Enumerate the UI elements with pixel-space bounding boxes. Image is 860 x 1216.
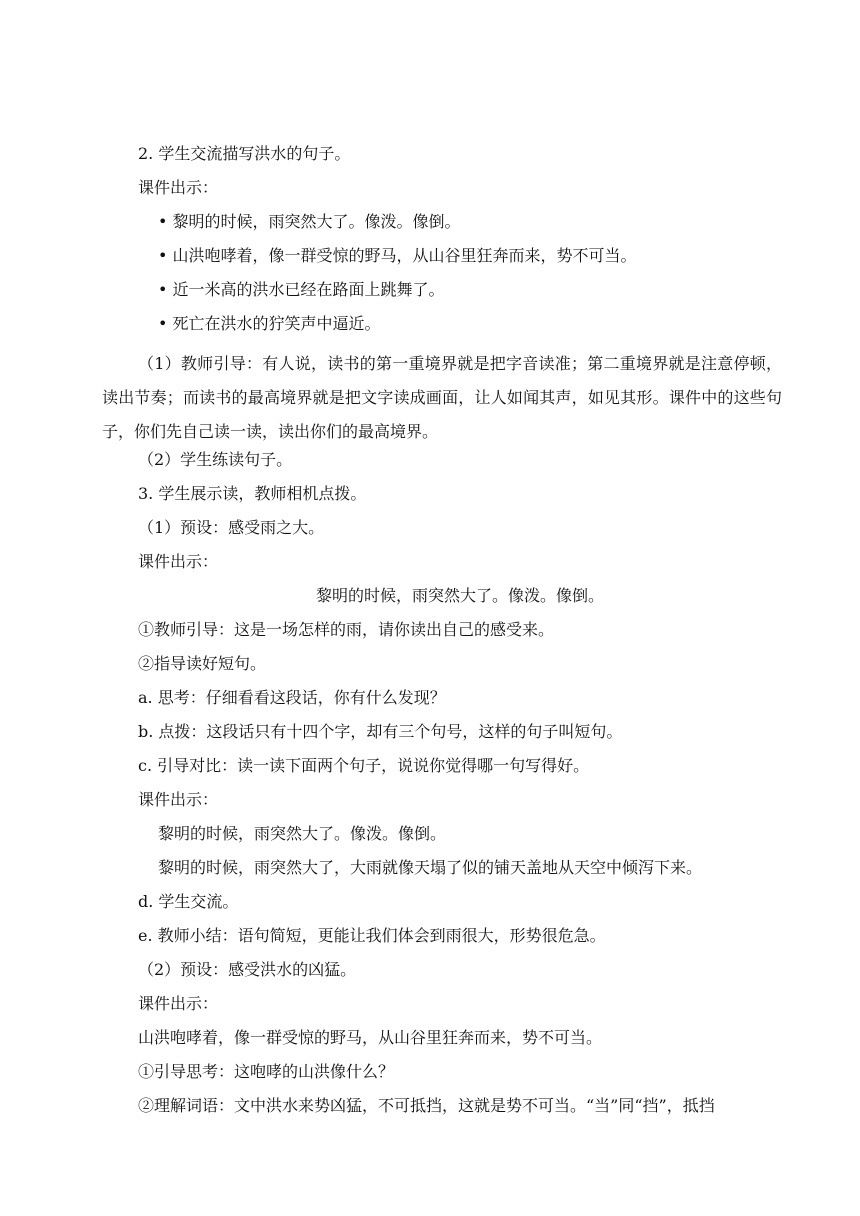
bullet-sentence: • 黎明的时候，雨突然大了。像泼。像倒。 (158, 212, 461, 231)
preset-rain: （1）预设：感受雨之大。 (138, 518, 325, 537)
courseware-label: 课件出示： (138, 790, 219, 809)
comparison-sentence: 黎明的时候，雨突然大了。像泼。像倒。 (158, 824, 447, 843)
bullet-sentence: • 死亡在洪水的狞笑声中逼近。 (158, 314, 381, 333)
sub-item: a. 思考：仔细看看这段话，你有什么发现？ (138, 688, 446, 707)
sub-item: e. 教师小结：语句简短，更能让我们体会到雨很大，形势很危急。 (138, 926, 606, 945)
sub-item: b. 点拨：这段话只有十四个字，却有三个句号，这样的句子叫短句。 (138, 722, 623, 741)
bullet-sentence: • 山洪咆哮着，像一群受惊的野马，从山谷里狂奔而来，势不可当。 (158, 246, 637, 265)
teacher-guidance-paragraph: （1）教师引导：有人说，读书的第一重境界就是把字音读准；第二重境界就是注意停顿，读出节奏；而读书的最高境界就是把文字读成画面，让人如闻其声，如见其形。课件中的这些句子，你们先自己读一读，读出你们的最高境界。 (102, 354, 782, 441)
comparison-sentence: 黎明的时候，雨突然大了，大雨就像天塌了似的铺天盖地从天空中倾泻下来。 (158, 858, 703, 877)
flood-sentence: 山洪咆哮着，像一群受惊的野马，从山谷里狂奔而来，势不可当。 (138, 1028, 603, 1047)
sub-item: d. 学生交流。 (138, 892, 239, 911)
step-item: ②理解词语：文中洪水来势凶猛，不可抵挡，这就是势不可当。“当”同“挡”，抵挡 (138, 1096, 715, 1115)
step-item: ②指导读好短句。 (138, 654, 267, 673)
section-heading-2: 2. 学生交流描写洪水的句子。 (138, 144, 351, 163)
bullet-sentence: • 近一米高的洪水已经在路面上跳舞了。 (158, 280, 445, 299)
centered-sentence: 黎明的时候，雨突然大了。像泼。像倒。 (315, 586, 604, 605)
courseware-label: 课件出示： (138, 178, 219, 197)
sub-item: c. 引导对比：读一读下面两个句子，说说你觉得哪一句写得好。 (138, 756, 590, 775)
section-heading-3: 3. 学生展示读，教师相机点拨。 (138, 484, 367, 503)
student-practice: （2）学生练读句子。 (138, 450, 293, 469)
courseware-label: 课件出示： (138, 552, 219, 571)
preset-flood: （2）预设：感受洪水的凶猛。 (138, 960, 357, 979)
step-item: ①教师引导：这是一场怎样的雨，请你读出自己的感受来。 (138, 620, 555, 639)
step-item: ①引导思考：这咆哮的山洪像什么？ (138, 1062, 395, 1081)
courseware-label: 课件出示： (138, 994, 219, 1013)
